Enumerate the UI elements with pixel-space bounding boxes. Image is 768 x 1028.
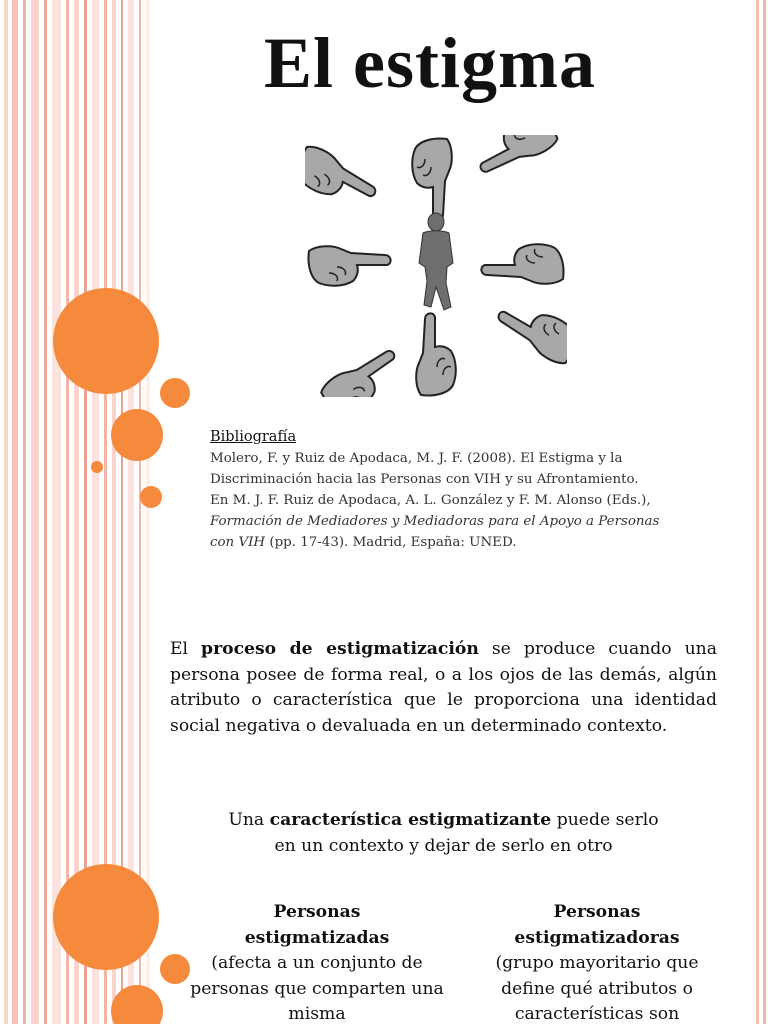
column-stigmatizers bbox=[467, 900, 727, 1028]
tagline-text: puede serlo bbox=[551, 810, 659, 830]
column-heading-line: Personas bbox=[273, 902, 361, 922]
column-text: (grupo mayoritario que define qué atributos o características son bbox=[495, 953, 699, 1024]
hand-bottom-right-icon bbox=[492, 292, 567, 367]
stigmatization-paragraph bbox=[170, 637, 717, 739]
bibliography-line bbox=[210, 532, 750, 553]
bibliography-line: Discriminación hacia las Personas con VIH y su Afrontamiento. bbox=[210, 472, 639, 487]
hand-top-center-icon bbox=[412, 138, 452, 220]
paragraph-text: se produce cuando una persona posee de forma real, o a los ojos de las demás, algún atributo o característica que le proporciona una identidad social negativa o devaluada en un determinado contexto. bbox=[170, 639, 717, 736]
tagline-bold-term: característica estigmatizante bbox=[269, 810, 552, 830]
tagline-line2: en un contexto y dejar de serlo en otro bbox=[274, 835, 613, 856]
paragraph-text: El bbox=[170, 639, 202, 659]
column-heading bbox=[467, 900, 727, 926]
column-heading-line: estigmatizadas bbox=[244, 927, 390, 948]
hand-top-left-icon bbox=[305, 143, 381, 217]
bibliography-heading: Bibliografía bbox=[210, 429, 297, 445]
column-heading bbox=[187, 926, 447, 952]
bibliography-line: Molero, F. y Ruiz de Apodaca, M. J. F. (2008). El Estigma y la bbox=[210, 451, 623, 466]
column-heading bbox=[467, 926, 727, 952]
tagline-line1 bbox=[170, 808, 717, 834]
hand-mid-left-icon bbox=[308, 246, 390, 286]
column-stigmatized bbox=[187, 900, 447, 1028]
bibliography-line: En M. J. F. Ruiz de Apodaca, A. L. González y F. M. Alonso (Eds.), bbox=[210, 493, 651, 508]
paragraph-bold-term: proceso de estigmatización bbox=[201, 639, 479, 659]
column-heading bbox=[187, 900, 447, 926]
column-heading-line: Personas bbox=[553, 902, 641, 922]
column-text: (afecta a un conjunto de personas que comparten una misma bbox=[190, 953, 444, 1024]
person-silhouette-icon bbox=[419, 213, 453, 310]
pointing-hands-illustration bbox=[305, 135, 567, 397]
page-title: El estigma bbox=[264, 23, 596, 103]
tagline-text: Una bbox=[228, 810, 270, 830]
hand-top-right-icon bbox=[469, 135, 560, 181]
bibliography bbox=[210, 427, 750, 553]
bibliography-publisher: (pp. 17-43). Madrid, España: UNED. bbox=[265, 535, 517, 550]
hand-bottom-left-icon bbox=[318, 342, 408, 397]
bibliography-book-title-end: con VIH bbox=[210, 535, 266, 550]
tagline bbox=[170, 808, 717, 859]
bibliography-book-title: Formación de Mediadores y Mediadoras para el Apoyo a Personas bbox=[210, 514, 660, 529]
column-heading-line: estigmatizadoras bbox=[514, 927, 680, 948]
hand-mid-right-icon bbox=[481, 244, 563, 284]
hand-bottom-center-icon bbox=[416, 313, 456, 395]
